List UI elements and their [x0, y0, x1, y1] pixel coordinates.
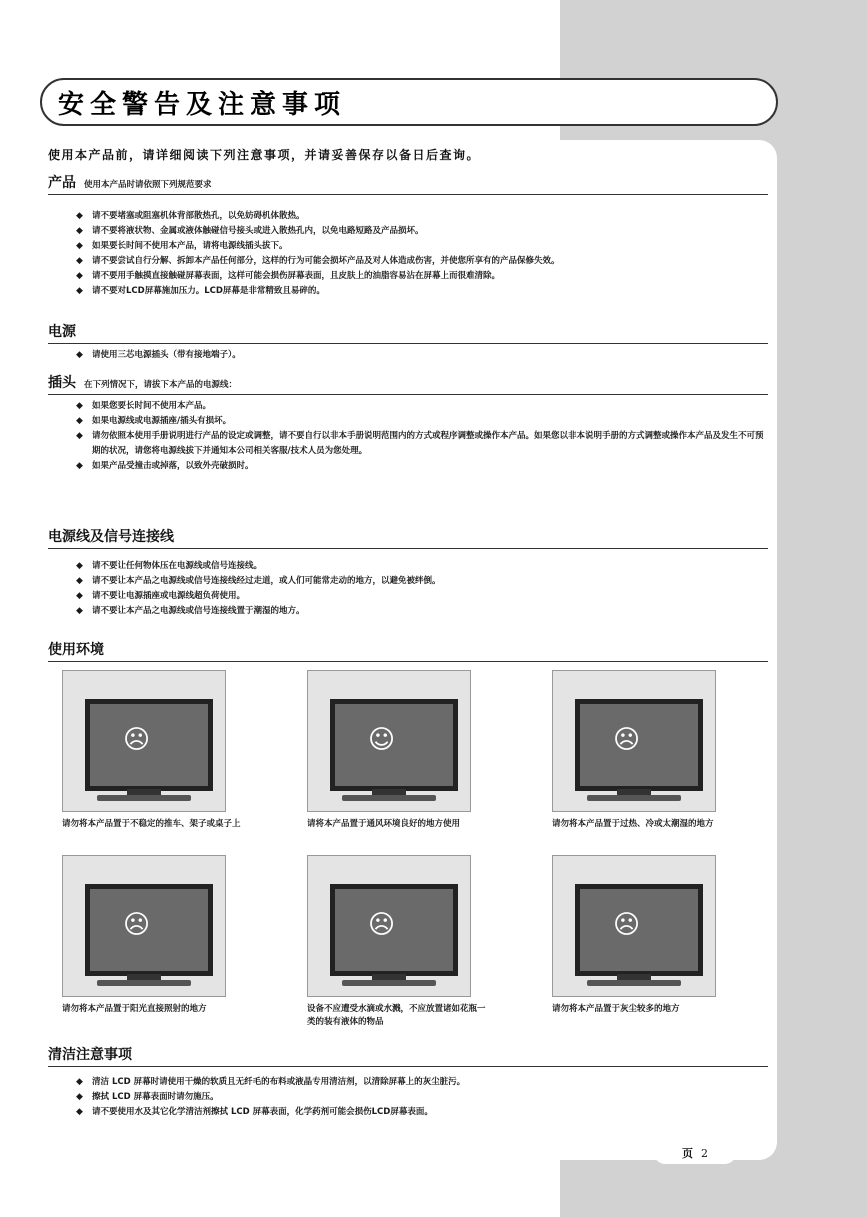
- illustration-dust: [552, 855, 716, 997]
- illustration-ventilation: [307, 670, 471, 812]
- illustration-sunlight: [62, 855, 226, 997]
- section-plug-title: 插头: [48, 375, 76, 391]
- cleaning-list: [48, 1075, 768, 1120]
- section-product-title: 产品: [48, 175, 76, 191]
- section-power-header: [48, 321, 768, 344]
- illustration-water: [307, 855, 471, 997]
- list-item: ◆ 请不要堵塞或阻塞机体背部散热孔，以免妨碍机体散热。: [76, 209, 768, 224]
- illustration-unstable-cart: [62, 670, 226, 812]
- section-product: [48, 172, 768, 299]
- cart-base: [97, 795, 191, 801]
- power-list: [48, 348, 768, 363]
- page-number: 2: [701, 1146, 708, 1160]
- coughing-face-icon: ☹: [613, 910, 641, 940]
- list-item: ◆ 如果要长时间不使用本产品，请将电源线插头拔下。: [76, 239, 768, 254]
- list-item: ◆ 请不要将液状物、金属或液体触碰信号接头或进入散热孔内，以免电路短路及产品损坏。: [76, 224, 768, 239]
- caption-ventilation: 请将本产品置于通风环境良好的地方使用: [307, 819, 461, 829]
- sad-face-icon: ☹: [123, 725, 151, 755]
- list-item: ◆ 请不要使用水及其它化学清洁剂擦拭 LCD 屏幕表面，化学药剂可能会损伤LCD屏幕表面。: [76, 1105, 768, 1120]
- page-title: 安全警告及注意事项: [58, 90, 347, 120]
- content-face-icon: ☺: [368, 725, 396, 755]
- list-item: ◆ 请勿依照本使用手册说明进行产品的设定或调整，请不要自行以非本手册说明范围内的方式或程序调整或操作本产品。如果您以非本说明手册的方式调整或操作本产品及发生不可预期的状况，请您将电源线拔下并通知本公司相关客服/技术人员为您处理。: [76, 429, 768, 459]
- section-environment-title: 使用环境: [48, 642, 104, 658]
- section-power-title: 电源: [48, 324, 76, 340]
- section-environment: [48, 639, 768, 662]
- caption-unstable-cart: 请勿将本产品置于不稳定的推车、架子或桌子上: [62, 819, 241, 829]
- section-environment-header: [48, 639, 768, 662]
- illustration-heat-cold-humidity: [552, 670, 716, 812]
- caption-dust: 请勿将本产品置于灰尘较多的地方: [552, 1004, 680, 1014]
- section-cleaning-title: 清洁注意事项: [48, 1047, 132, 1063]
- section-power: [48, 321, 768, 363]
- page-label: 页: [682, 1147, 693, 1160]
- list-item: ◆ 请不要让电源插座或电源线超负荷使用。: [76, 589, 768, 604]
- list-item: ◆ 清洁 LCD 屏幕时请使用干燥的软质且无纤毛的布料或液晶专用清洁剂，以清除屏幕上的灰尘脏污。: [76, 1075, 768, 1090]
- cable-list: [48, 559, 768, 619]
- caption-heat-cold-humidity: 请勿将本产品置于过热、冷或太潮湿的地方: [552, 819, 714, 829]
- list-item: ◆ 请不要让本产品之电源线或信号连接线置于潮湿的地方。: [76, 604, 768, 619]
- caption-sunlight: 请勿将本产品置于阳光直接照射的地方: [62, 1004, 207, 1014]
- section-cable-header: [48, 526, 768, 549]
- section-product-subtitle: 使用本产品时请依照下列规范要求: [84, 180, 212, 190]
- tv-base: [587, 795, 681, 801]
- section-plug-header: [48, 372, 768, 395]
- list-item: ◆ 如果电源线或电源插座/插头有损坏。: [76, 414, 768, 429]
- tv-base: [342, 795, 436, 801]
- list-item: ◆ 请不要让本产品之电源线或信号连接线经过走道，或人们可能常走动的地方，以避免被绊倒。: [76, 574, 768, 589]
- section-cleaning: [48, 1044, 768, 1120]
- list-item: ◆ 请使用三芯电源插头（带有接地端子）。: [76, 348, 768, 363]
- tv-base: [587, 980, 681, 986]
- list-item: ◆ 如果产品受撞击或掉落，以致外壳破损时。: [76, 459, 768, 474]
- intro-text: 使用本产品前，请详细阅读下列注意事项，并请妥善保存以备日后查询。: [48, 148, 481, 162]
- worried-face-icon: ☹: [368, 910, 396, 940]
- plug-list: [48, 399, 768, 474]
- list-item: ◆ 请不要对LCD屏幕施加压力。LCD屏幕是非常精致且易碎的。: [76, 284, 768, 299]
- section-product-header: [48, 172, 768, 195]
- tv-base: [342, 980, 436, 986]
- list-item: ◆ 请不要用手触摸直接触碰屏幕表面，这样可能会损伤屏幕表面，且皮肤上的油脂容易沾在屏幕上而很难清除。: [76, 269, 768, 284]
- list-item: ◆ 请不要尝试自行分解、拆卸本产品任何部分，这样的行为可能会损坏产品及对人体造成伤害，并使您所享有的产品保修失效。: [76, 254, 768, 269]
- page-number-badge: [654, 1142, 736, 1164]
- section-cleaning-header: [48, 1044, 768, 1067]
- caption-water: 设备不应遭受水滴或水溅，不应放置诸如花瓶一类的装有液体的物品: [307, 1004, 486, 1027]
- sweating-face-icon: ☹: [123, 910, 151, 940]
- product-list: [48, 209, 768, 299]
- section-plug-subtitle: 在下列情况下，请拔下本产品的电源线：: [84, 380, 238, 390]
- section-plug: [48, 372, 768, 474]
- tv-base: [97, 980, 191, 986]
- section-cable-title: 电源线及信号连接线: [48, 529, 174, 545]
- distressed-face-icon: ☹: [613, 725, 641, 755]
- list-item: ◆ 请不要让任何物体压在电源线或信号连接线。: [76, 559, 768, 574]
- section-cable: [48, 526, 768, 619]
- list-item: ◆ 擦拭 LCD 屏幕表面时请勿施压。: [76, 1090, 768, 1105]
- list-item: ◆ 如果您要长时间不使用本产品。: [76, 399, 768, 414]
